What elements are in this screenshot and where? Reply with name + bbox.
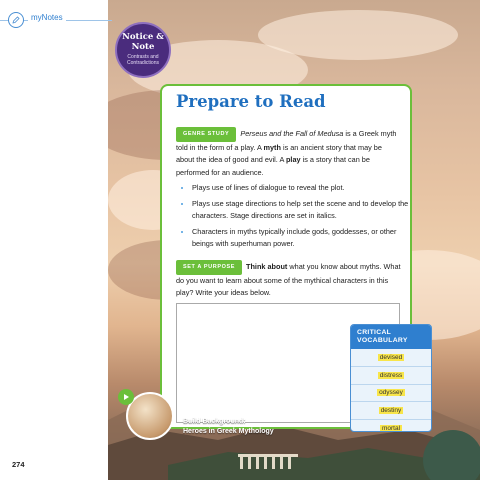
badge-subtitle: Contrasts and Contradictions xyxy=(127,54,159,66)
vocab-word-text: mortal xyxy=(381,425,401,432)
genre-study-label: GENRE STUDY xyxy=(176,127,236,142)
genre-bullets xyxy=(176,182,414,254)
vocab-heading: CRITICAL VOCABULARY xyxy=(351,325,431,349)
purpose-text: what you know about myths. What do you want to learn about some of the mythical characters in this play? Write your ideas below. xyxy=(176,262,401,297)
myth-term: myth xyxy=(263,142,281,152)
page-title: Prepare to Read xyxy=(176,92,326,111)
mynotes-tab[interactable] xyxy=(0,12,112,28)
vocab-word-text: distress xyxy=(379,371,403,379)
vocab-word-text: odyssey xyxy=(379,389,403,397)
vocab-word[interactable] xyxy=(351,402,431,420)
notice-note-badge xyxy=(115,22,171,78)
critical-vocabulary-box xyxy=(350,324,432,432)
page-margin xyxy=(0,0,108,480)
list-item: • Plays use of lines of dialogue to reveal the plot. xyxy=(192,182,414,195)
pencil-icon xyxy=(8,12,24,28)
vocab-word[interactable] xyxy=(351,420,431,432)
myth-definition: is an ancient story that may be about the idea of good and evil. A xyxy=(176,142,382,164)
vocab-word-text: devised xyxy=(379,353,403,361)
page-number: 274 xyxy=(12,460,25,469)
play-video-button[interactable] xyxy=(118,389,134,405)
list-item: • Plays use stage directions to help set the scene and to develop the characters. Stage directions are set in italics. xyxy=(192,198,414,223)
play-term: play xyxy=(285,155,301,164)
vocab-word[interactable] xyxy=(351,367,431,385)
purpose-bold: Think about xyxy=(246,262,288,271)
vocab-word[interactable] xyxy=(351,349,431,367)
list-item: • Characters in myths typically include gods, goddesses, or other beings with superhuman power. xyxy=(192,226,414,251)
vocab-word-text: destiny xyxy=(380,407,402,415)
vocab-word[interactable] xyxy=(351,385,431,403)
purpose-paragraph xyxy=(176,260,402,300)
genre-paragraph xyxy=(176,127,402,179)
genre-text: is a Greek myth told in the form of a play. A xyxy=(176,129,397,152)
play-icon xyxy=(122,393,130,401)
story-title: Perseus and the Fall of Medusa xyxy=(240,129,344,138)
badge-title: Notice & Note xyxy=(122,32,164,52)
video-title-line1: Build Background: xyxy=(183,418,246,425)
video-title-line2: Heroes in Greek Mythology xyxy=(183,428,274,435)
play-definition: is a story that can be performed for an audience. xyxy=(176,155,370,177)
mynotes-label: myNotes xyxy=(28,13,66,22)
video-title[interactable] xyxy=(183,417,274,437)
set-purpose-label: SET A PURPOSE xyxy=(176,260,242,275)
